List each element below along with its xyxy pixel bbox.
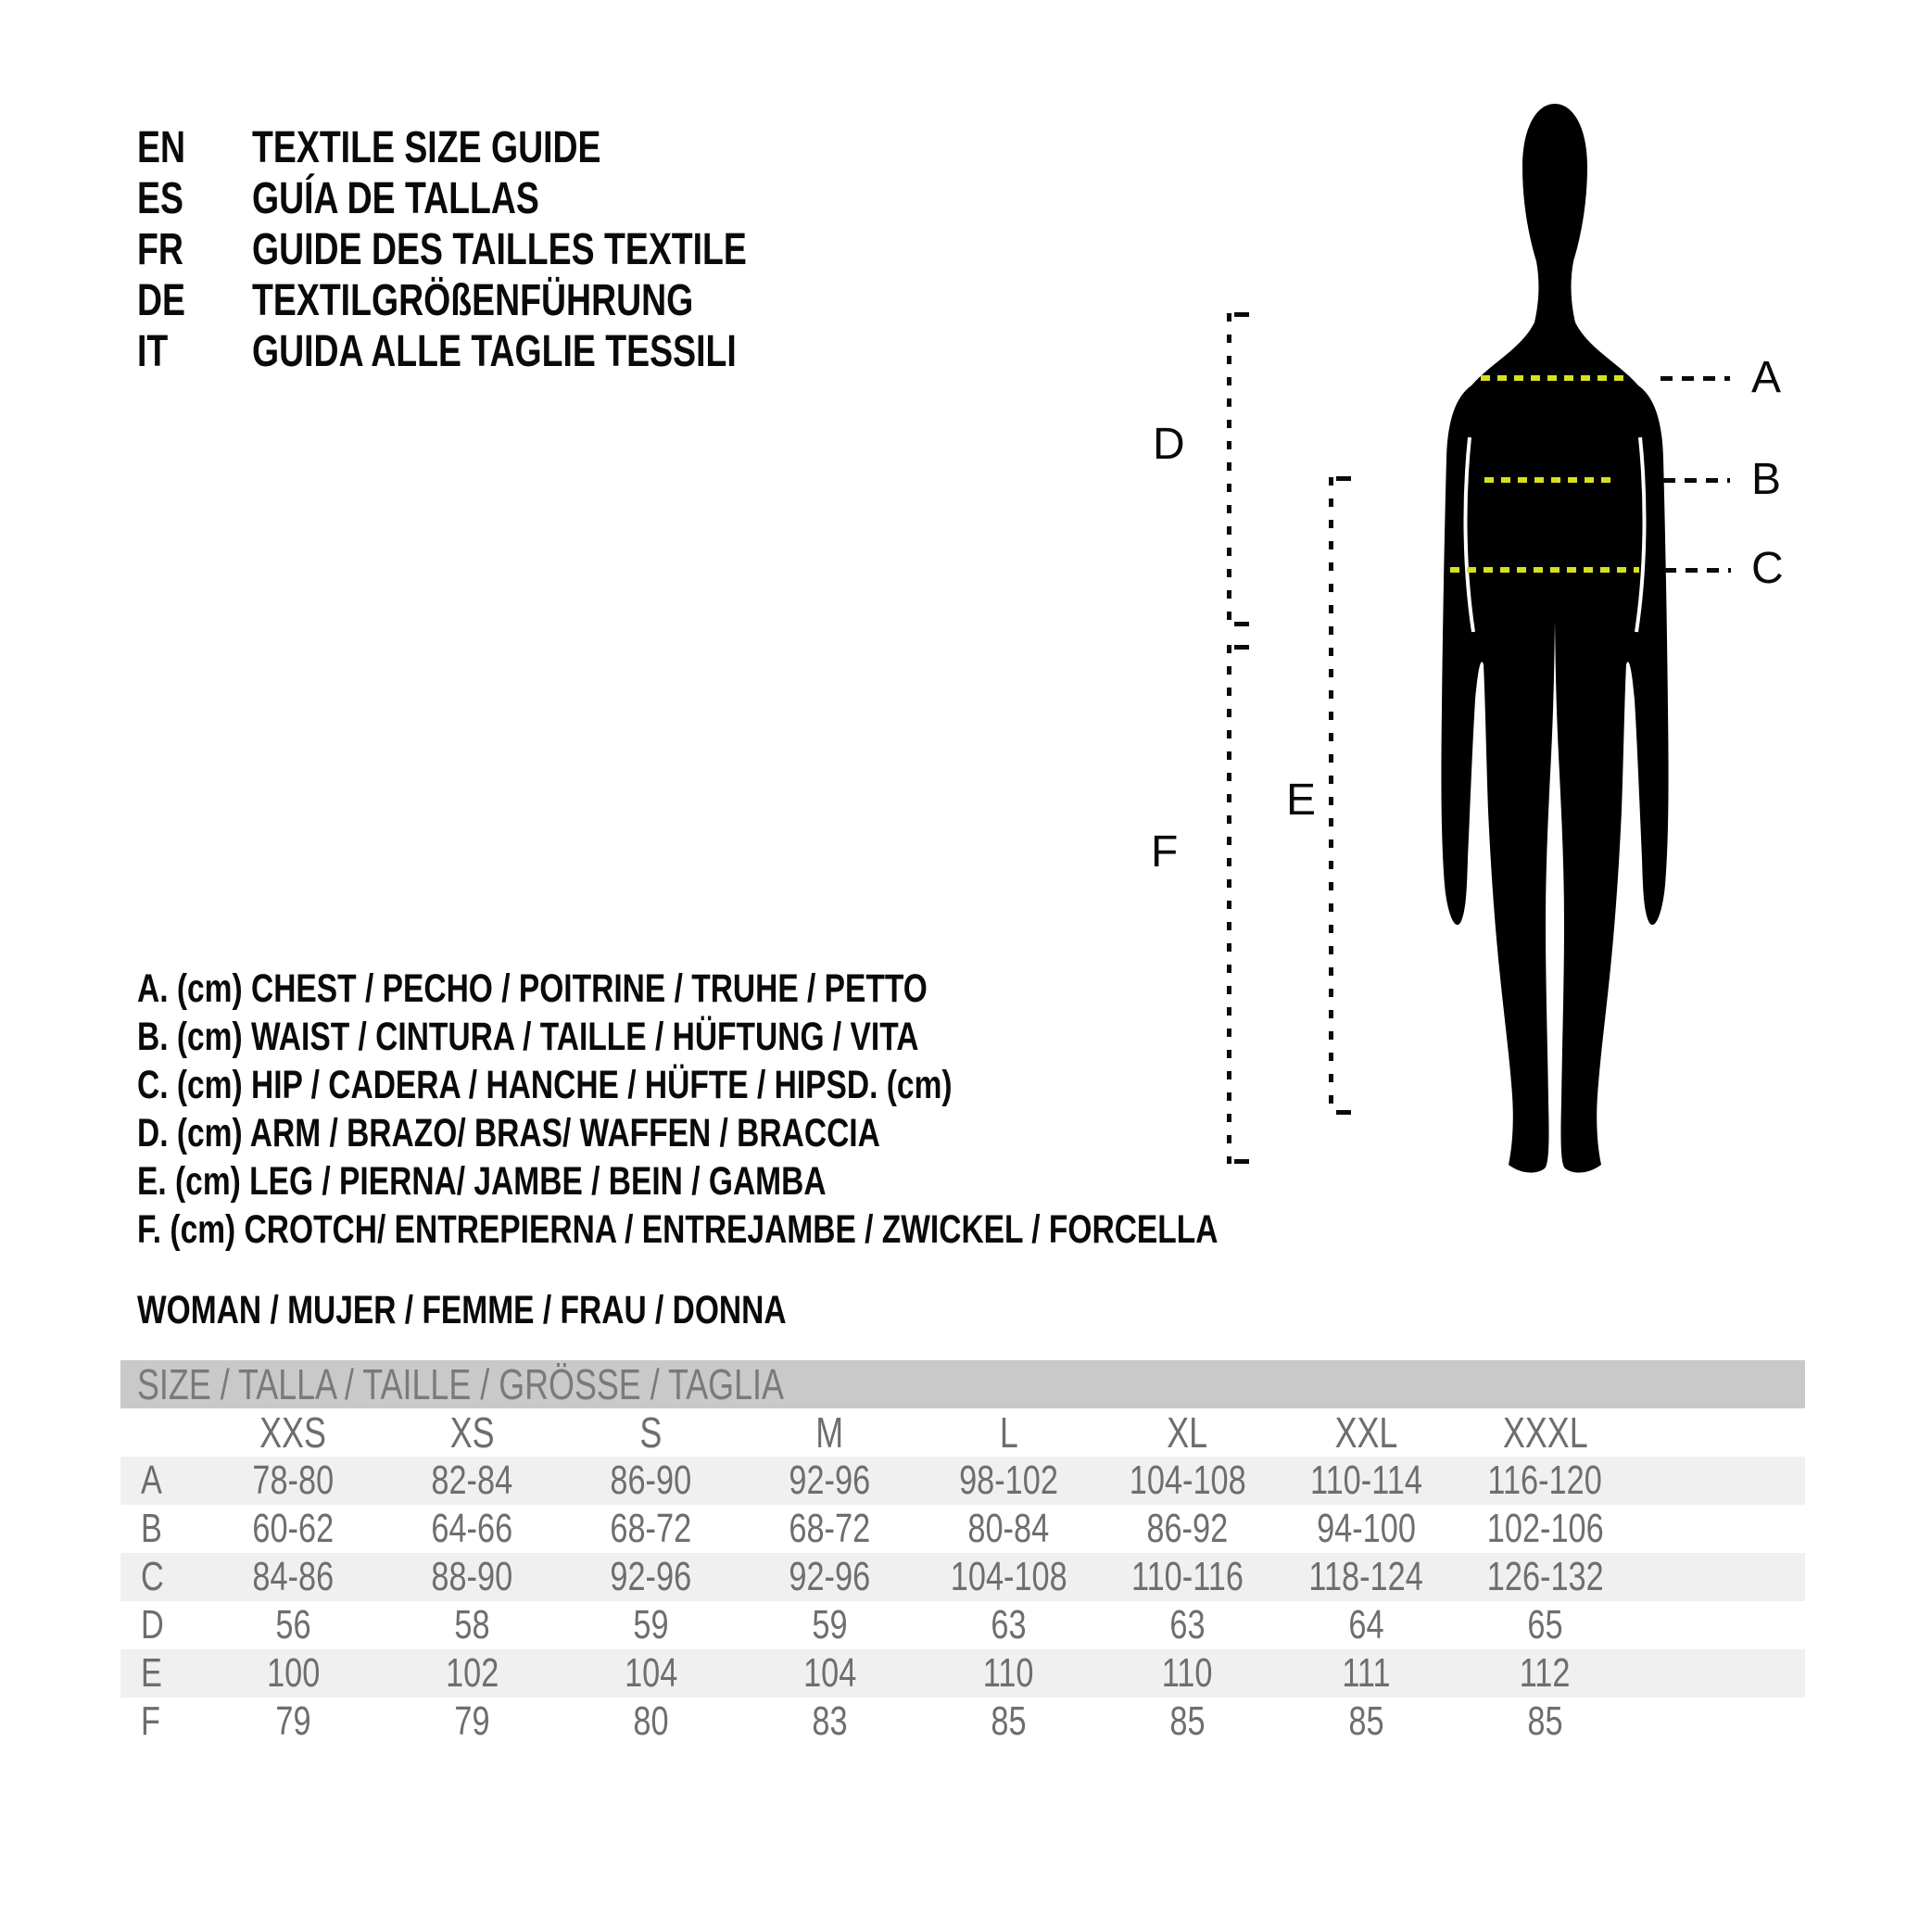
size-value-cell: 112 bbox=[1520, 1650, 1571, 1696]
legend-text: E. (cm) LEG / PIERNA/ JAMBE / BEIN / GAMBA bbox=[137, 1158, 827, 1204]
legend-text: B. (cm) WAIST / CINTURA / TAILLE / HÜFTUNG / VITA bbox=[137, 1014, 919, 1059]
language-code: DE bbox=[137, 276, 186, 325]
waist-dash-line bbox=[1484, 477, 1614, 483]
table-row-A bbox=[120, 1457, 1805, 1505]
size-value-cell: 82-84 bbox=[431, 1458, 513, 1503]
size-value-cell: 110-114 bbox=[1310, 1458, 1422, 1503]
size-row-label: E bbox=[141, 1650, 162, 1696]
size-value-cell: 88-90 bbox=[431, 1554, 513, 1599]
size-value-cell: 63 bbox=[1169, 1602, 1206, 1647]
language-title-block bbox=[137, 122, 887, 377]
legend-line-hip bbox=[137, 1061, 1523, 1109]
size-value-cell: 64 bbox=[1348, 1602, 1384, 1647]
language-row bbox=[137, 122, 887, 173]
size-value-cell: 92-96 bbox=[789, 1458, 871, 1503]
size-column-header: L bbox=[999, 1408, 1018, 1457]
size-value-cell: 60-62 bbox=[252, 1506, 335, 1551]
chest-dash-extension bbox=[1661, 376, 1730, 381]
legend-line-arm bbox=[137, 1109, 1523, 1157]
language-row bbox=[137, 224, 887, 275]
size-row-label: B bbox=[141, 1506, 162, 1551]
size-table-title-band bbox=[120, 1360, 1805, 1408]
size-value-cell: 110-116 bbox=[1131, 1554, 1244, 1599]
table-row-E bbox=[120, 1649, 1805, 1698]
gender-heading-text: WOMAN / MUJER / FEMME / FRAU / DONNA bbox=[137, 1287, 787, 1332]
language-title: GUÍA DE TALLAS bbox=[252, 174, 539, 223]
size-table-title: SIZE / TALLA / TAILLE / GRÖSSE / TAGLIA bbox=[137, 1360, 784, 1408]
table-row-F bbox=[120, 1698, 1805, 1746]
size-column-header: XS bbox=[449, 1408, 495, 1457]
size-column-header: XXXL bbox=[1502, 1408, 1588, 1457]
size-column-header: S bbox=[639, 1408, 663, 1457]
label-E: E bbox=[1286, 776, 1317, 825]
size-value-cell: 64-66 bbox=[431, 1506, 513, 1551]
gender-heading bbox=[137, 1286, 969, 1334]
crotch-dash-top-tick bbox=[1234, 645, 1249, 650]
size-value-cell: 78-80 bbox=[252, 1458, 335, 1503]
size-value-cell: 116-120 bbox=[1487, 1458, 1603, 1503]
label-C: C bbox=[1751, 544, 1784, 593]
size-column-header: M bbox=[815, 1408, 844, 1457]
legend-line-waist bbox=[137, 1013, 1523, 1061]
size-row-label: C bbox=[141, 1554, 164, 1599]
size-value-cell: 126-132 bbox=[1486, 1554, 1604, 1599]
size-value-cell: 59 bbox=[633, 1602, 669, 1647]
legend-text: D. (cm) ARM / BRAZO/ BRAS/ WAFFEN / BRACCIA bbox=[137, 1110, 880, 1155]
language-title: GUIDA ALLE TAGLIE TESSILI bbox=[252, 327, 737, 376]
legend-text: F. (cm) CROTCH/ ENTREPIERNA / ENTREJAMBE / ZWICKEL / FORCELLA bbox=[137, 1206, 1219, 1252]
label-F: F bbox=[1151, 827, 1179, 877]
legend-line-crotch bbox=[137, 1205, 1523, 1254]
language-title: TEXTILE SIZE GUIDE bbox=[252, 123, 601, 172]
hip-dash-extension bbox=[1664, 568, 1731, 573]
size-value-cell: 65 bbox=[1527, 1602, 1563, 1647]
legend-line-leg bbox=[137, 1157, 1523, 1205]
arm-dash-top-tick bbox=[1234, 312, 1249, 317]
size-row-label: F bbox=[141, 1698, 160, 1744]
size-value-cell: 104 bbox=[624, 1650, 678, 1696]
size-value-cell: 85 bbox=[1527, 1698, 1563, 1744]
size-value-cell: 84-86 bbox=[252, 1554, 335, 1599]
hip-dash-line bbox=[1450, 567, 1639, 573]
size-value-cell: 86-90 bbox=[610, 1458, 692, 1503]
size-value-cell: 59 bbox=[812, 1602, 848, 1647]
size-value-cell: 92-96 bbox=[789, 1554, 871, 1599]
size-value-cell: 102 bbox=[445, 1650, 499, 1696]
size-value-cell: 118-124 bbox=[1308, 1554, 1424, 1599]
size-value-cell: 68-72 bbox=[789, 1506, 871, 1551]
table-row-B bbox=[120, 1505, 1805, 1553]
legend-text: A. (cm) CHEST / PECHO / POITRINE / TRUHE / PETTO bbox=[137, 966, 928, 1011]
size-value-cell: 85 bbox=[1348, 1698, 1384, 1744]
waist-dash-extension bbox=[1663, 478, 1730, 483]
legend-text: C. (cm) HIP / CADERA / HANCHE / HÜFTE / HIPSD. (cm) bbox=[137, 1062, 953, 1107]
size-column-header: XXL bbox=[1334, 1408, 1398, 1457]
language-title: TEXTILGRÖßENFÜHRUNG bbox=[252, 276, 694, 325]
size-value-cell: 63 bbox=[991, 1602, 1027, 1647]
size-value-cell: 80-84 bbox=[967, 1506, 1050, 1551]
size-table bbox=[120, 1360, 1805, 1746]
size-value-cell: 110 bbox=[983, 1650, 1034, 1696]
size-value-cell: 56 bbox=[275, 1602, 311, 1647]
size-value-cell: 80 bbox=[633, 1698, 669, 1744]
size-header-row bbox=[120, 1408, 1805, 1457]
language-row bbox=[137, 275, 887, 326]
size-column-header: XXS bbox=[259, 1408, 327, 1457]
language-row bbox=[137, 326, 887, 377]
table-row-D bbox=[120, 1601, 1805, 1649]
chest-dash-line bbox=[1481, 375, 1623, 381]
size-value-cell: 79 bbox=[454, 1698, 490, 1744]
language-code: EN bbox=[137, 123, 186, 172]
size-value-cell: 79 bbox=[275, 1698, 311, 1744]
size-value-cell: 85 bbox=[991, 1698, 1027, 1744]
arm-dash-bottom-tick bbox=[1234, 622, 1249, 626]
size-value-cell: 102-106 bbox=[1486, 1506, 1604, 1551]
size-row-label: D bbox=[141, 1602, 164, 1647]
size-value-cell: 92-96 bbox=[610, 1554, 692, 1599]
language-code: FR bbox=[137, 225, 183, 274]
size-column-header: XL bbox=[1167, 1408, 1208, 1457]
size-value-cell: 104-108 bbox=[1129, 1458, 1246, 1503]
size-value-cell: 85 bbox=[1169, 1698, 1206, 1744]
size-value-cell: 68-72 bbox=[610, 1506, 692, 1551]
size-value-cell: 100 bbox=[266, 1650, 321, 1696]
size-value-cell: 98-102 bbox=[959, 1458, 1058, 1503]
size-value-cell: 104 bbox=[802, 1650, 857, 1696]
size-value-cell: 104-108 bbox=[950, 1554, 1067, 1599]
size-value-cell: 111 bbox=[1342, 1650, 1391, 1696]
size-value-cell: 86-92 bbox=[1146, 1506, 1229, 1551]
language-code: ES bbox=[137, 174, 183, 223]
size-value-cell: 110 bbox=[1162, 1650, 1213, 1696]
arm-dash-line bbox=[1227, 313, 1231, 626]
legend-line-chest bbox=[137, 965, 1523, 1013]
leg-dash-top-tick bbox=[1336, 476, 1351, 481]
size-value-cell: 83 bbox=[812, 1698, 848, 1744]
label-A: A bbox=[1751, 353, 1782, 402]
language-title: GUIDE DES TAILLES TEXTILE bbox=[252, 225, 747, 274]
size-row-label: A bbox=[141, 1458, 162, 1503]
table-row-C bbox=[120, 1553, 1805, 1601]
size-value-cell: 58 bbox=[454, 1602, 490, 1647]
language-row bbox=[137, 173, 887, 224]
label-B: B bbox=[1751, 455, 1782, 504]
measurement-legend bbox=[137, 965, 1523, 1254]
size-value-cell: 94-100 bbox=[1317, 1506, 1416, 1551]
language-code: IT bbox=[137, 327, 169, 376]
label-D: D bbox=[1153, 420, 1185, 469]
